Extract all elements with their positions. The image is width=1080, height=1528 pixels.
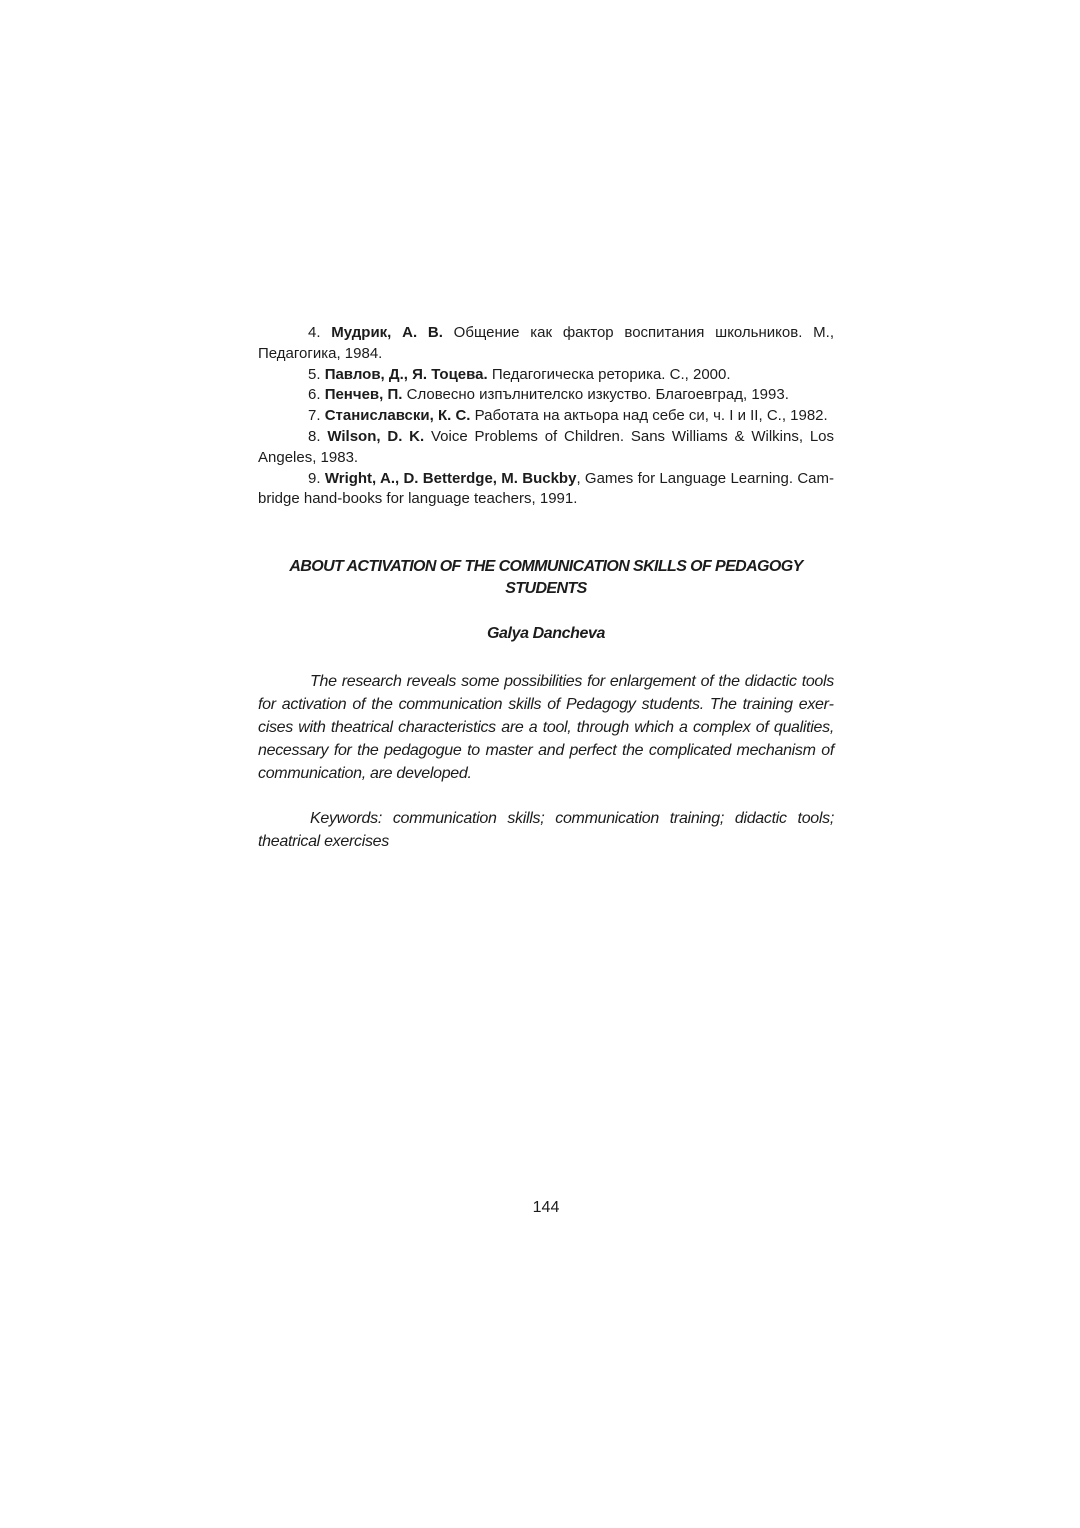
reference-author: Wilson, D. K. (327, 427, 425, 445)
article-title: ABOUT ACTIVATION OF THE COMMUNICATION SKILLS OF PEDAGOGY STUDENTS (289, 558, 803, 597)
reference-author: Wright, A., D. Betterdge, M. Buckby (324, 469, 577, 487)
reference-list (258, 323, 834, 510)
reference-author: Павлов, Д., Я. Тоцева. (324, 365, 488, 383)
reference-item (258, 469, 834, 511)
reference-text: Общение как фактор воспитания школьников. М., Педагогика, 1984. (258, 324, 834, 362)
reference-number: 7. (308, 407, 321, 425)
reference-text: Voice Problems of Children. Sans Williams & Wilkins, Los Angeles, 1983. (258, 427, 835, 466)
reference-item (258, 365, 834, 386)
reference-item (258, 406, 834, 427)
reference-number: 4. (308, 324, 321, 341)
reference-number: 6. (308, 386, 321, 404)
reference-item (258, 427, 834, 469)
reference-text: Педагогическа реторика. С., 2000. (487, 365, 731, 383)
reference-author: Мудрик, А. В. (331, 324, 443, 341)
reference-author: Станиславски, К. С. (324, 407, 471, 425)
article-author: Galya Dancheva (486, 625, 606, 642)
reference-text: Работата на актьора над себе си, ч. I и II, С., 1982. (470, 407, 828, 425)
reference-item (258, 385, 834, 406)
reference-number: 8. (308, 427, 321, 445)
reference-text: Словесно изпълнителско изкуство. Благоевград, 1993. (402, 386, 789, 404)
reference-number: 5. (308, 365, 321, 383)
reference-author: Пенчев, П. (324, 386, 403, 404)
article-abstract: The research reveals some possibilities for enlargement of the didactic tools for activation of the communication skills of Pedagogy students. The training exercises with theatrical characteristics are a tool, through which a complex of qualities, necessary for the pedagogue to master and perfect the complicated mechanism of communication, are developed. (258, 673, 834, 782)
reference-item (258, 323, 834, 365)
article-keywords: Keywords: communication skills; communication training; didactic tools; theatrical exercises (258, 810, 834, 850)
page-number: 144 (532, 1199, 560, 1216)
reference-text: , Games for Language Learning. Cambridge hand-books for language teachers, 1991. (258, 469, 834, 508)
reference-number: 9. (308, 469, 321, 487)
